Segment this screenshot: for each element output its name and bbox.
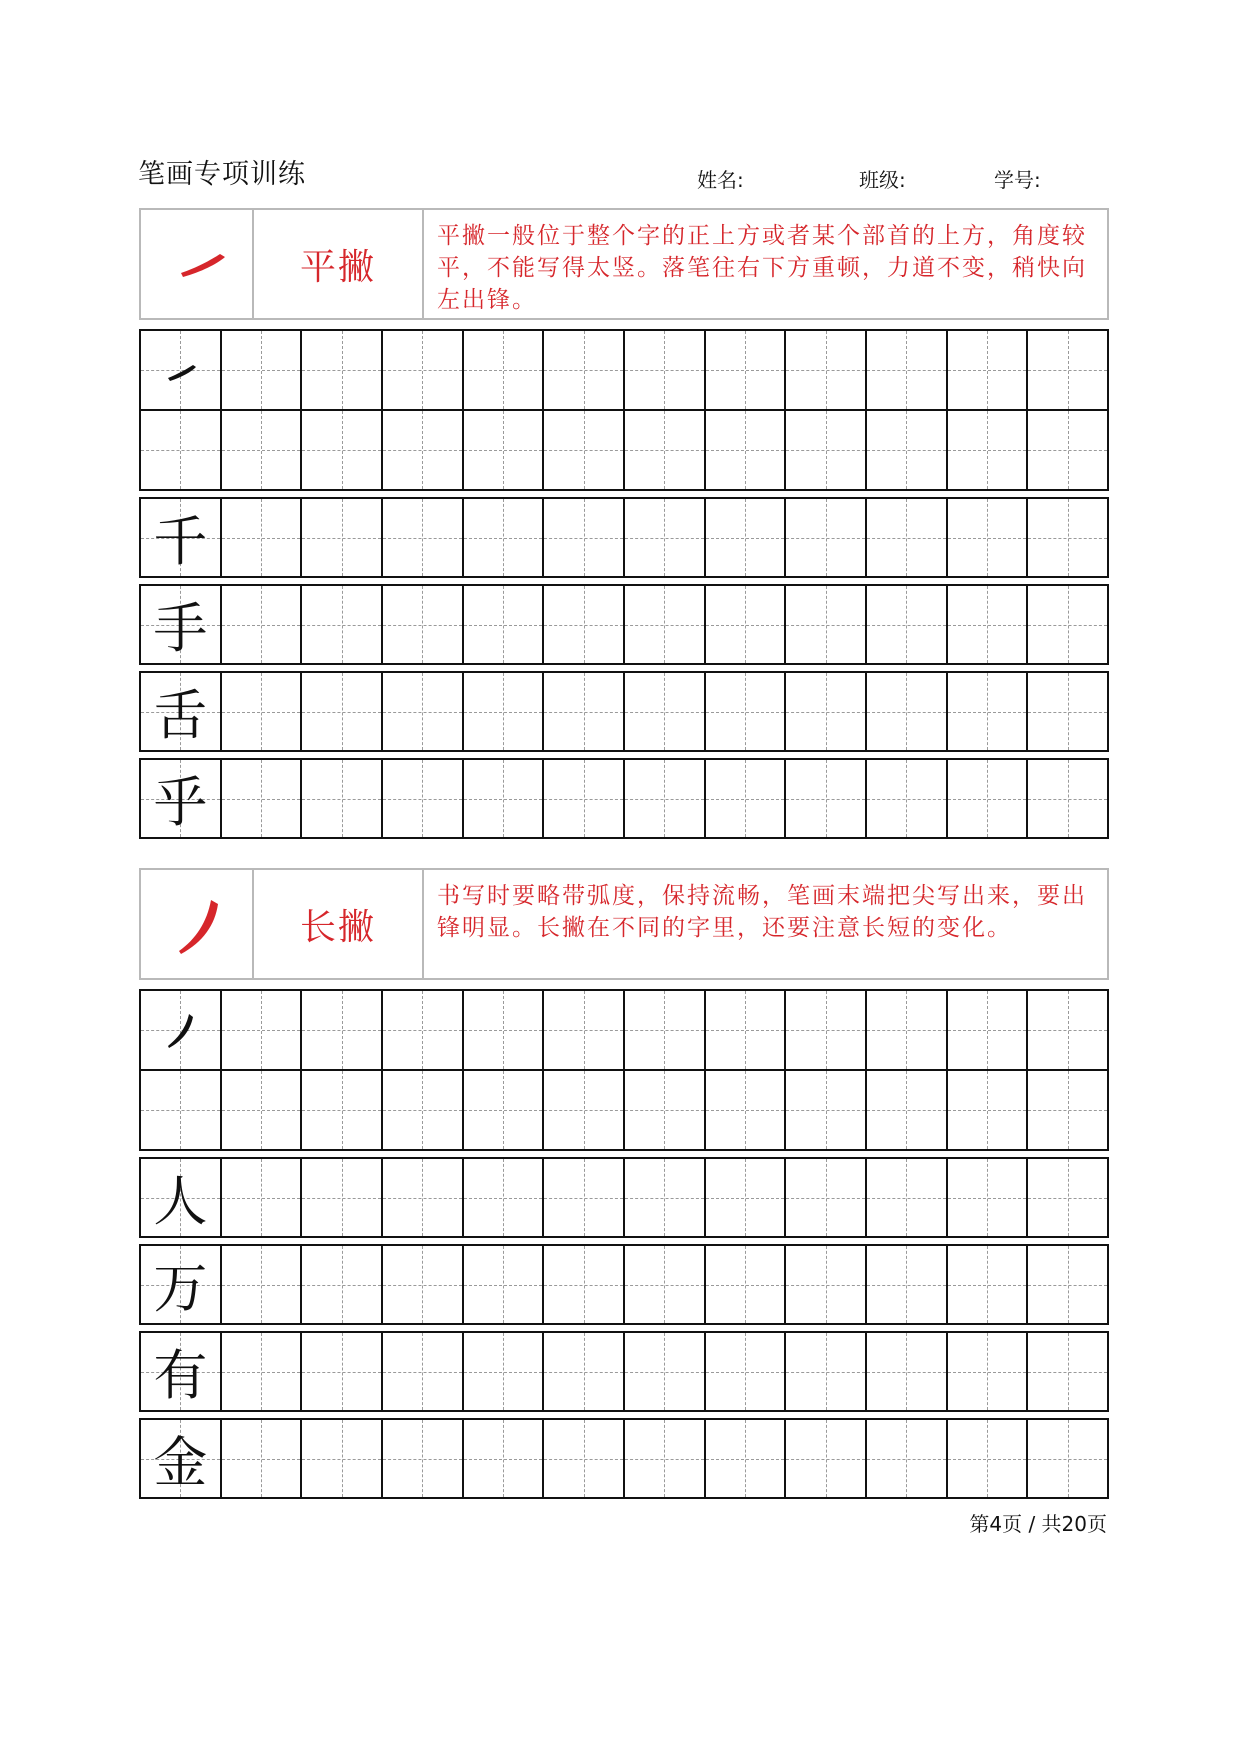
- model-character: 人: [153, 1170, 208, 1233]
- practice-cell[interactable]: [381, 331, 462, 409]
- practice-cell[interactable]: [462, 673, 543, 750]
- practice-cell[interactable]: [462, 991, 543, 1069]
- flat-pie-model-glyph: [141, 331, 220, 409]
- practice-cell[interactable]: [542, 499, 623, 576]
- practice-cell[interactable]: [784, 331, 865, 409]
- practice-cell[interactable]: [542, 411, 623, 489]
- flat-pie-stroke-icon: [141, 210, 254, 318]
- practice-row-char: [139, 1157, 1109, 1238]
- practice-cell[interactable]: [462, 760, 543, 837]
- practice-cell[interactable]: [784, 1071, 865, 1149]
- long-pie-stroke-icon: [141, 870, 254, 978]
- practice-cell[interactable]: [542, 1159, 623, 1236]
- practice-cell[interactable]: [300, 991, 381, 1069]
- practice-cell[interactable]: [381, 673, 462, 750]
- practice-cell[interactable]: [623, 760, 704, 837]
- practice-cell[interactable]: [704, 1159, 785, 1236]
- practice-cell[interactable]: [542, 1333, 623, 1410]
- practice-cell[interactable]: [1026, 991, 1107, 1069]
- practice-cell[interactable]: [784, 1333, 865, 1410]
- practice-cell[interactable]: [542, 331, 623, 409]
- practice-cell[interactable]: [300, 760, 381, 837]
- practice-block-stroke-1: [139, 329, 1109, 491]
- practice-cell[interactable]: [623, 1246, 704, 1323]
- practice-cell[interactable]: [865, 1420, 946, 1497]
- practice-cell[interactable]: [462, 586, 543, 663]
- practice-cell[interactable]: [784, 1159, 865, 1236]
- practice-cell[interactable]: [381, 586, 462, 663]
- practice-cell[interactable]: [1026, 1159, 1107, 1236]
- practice-cell[interactable]: [300, 1246, 381, 1323]
- practice-cell[interactable]: [623, 1333, 704, 1410]
- model-character: 万: [153, 1257, 208, 1320]
- practice-cell[interactable]: [542, 673, 623, 750]
- model-cell: [141, 1420, 220, 1497]
- practice-row-char: [139, 1244, 1109, 1325]
- practice-cell[interactable]: [704, 586, 785, 663]
- practice-row-char: [139, 1418, 1109, 1499]
- practice-cell[interactable]: [784, 586, 865, 663]
- practice-cell[interactable]: [865, 586, 946, 663]
- practice-cell[interactable]: [1026, 1420, 1107, 1497]
- practice-cell[interactable]: [300, 331, 381, 409]
- practice-cell[interactable]: [865, 760, 946, 837]
- practice-cell[interactable]: [381, 1333, 462, 1410]
- practice-cell[interactable]: [623, 331, 704, 409]
- practice-cell[interactable]: [220, 1333, 301, 1410]
- practice-cell[interactable]: [865, 411, 946, 489]
- page-number: 第4页 / 共20页: [969, 1512, 1107, 1536]
- practice-cell[interactable]: [542, 1071, 623, 1149]
- practice-cell[interactable]: [542, 760, 623, 837]
- model-character: 手: [153, 597, 208, 660]
- stroke-section-header-1: [139, 208, 1109, 320]
- practice-block-stroke-2: [139, 989, 1109, 1151]
- practice-cell[interactable]: [784, 411, 865, 489]
- model-cell: [141, 499, 220, 576]
- practice-cell[interactable]: [1026, 499, 1107, 576]
- practice-cell[interactable]: [946, 499, 1027, 576]
- stroke-name: 长撇: [254, 870, 424, 978]
- practice-cell[interactable]: [220, 411, 301, 489]
- model-character: 千: [153, 510, 208, 573]
- practice-cell[interactable]: [141, 1071, 220, 1149]
- practice-cell[interactable]: [300, 411, 381, 489]
- model-character: 金: [153, 1431, 208, 1494]
- practice-cell[interactable]: [300, 673, 381, 750]
- practice-cell[interactable]: [623, 1071, 704, 1149]
- model-cell: [141, 331, 220, 409]
- practice-cell[interactable]: [865, 499, 946, 576]
- practice-cell[interactable]: [865, 1246, 946, 1323]
- practice-cell[interactable]: [946, 760, 1027, 837]
- stroke-description: 平撇一般位于整个字的正上方或者某个部首的上方，角度较平，不能写得太竖。落笔往右下方重顿，力道不变，稍快向左出锋。: [437, 223, 1087, 313]
- stroke-section-header-2: [139, 868, 1109, 980]
- practice-cell[interactable]: [1026, 331, 1107, 409]
- long-pie-model-glyph: [141, 991, 220, 1069]
- practice-cell[interactable]: [623, 499, 704, 576]
- practice-row: [141, 1069, 1107, 1149]
- practice-cell[interactable]: [623, 1420, 704, 1497]
- practice-row-char: [139, 497, 1109, 578]
- practice-cell[interactable]: [784, 991, 865, 1069]
- practice-cell[interactable]: [381, 760, 462, 837]
- practice-cell[interactable]: [623, 1159, 704, 1236]
- practice-cell[interactable]: [623, 991, 704, 1069]
- practice-row-char: [139, 758, 1109, 839]
- practice-cell[interactable]: [865, 1071, 946, 1149]
- stroke-description: 书写时要略带弧度，保持流畅，笔画末端把尖写出来，要出锋明显。长撇在不同的字里，还要注意长短的变化。: [437, 883, 1087, 941]
- practice-cell[interactable]: [865, 673, 946, 750]
- practice-cell[interactable]: [784, 1420, 865, 1497]
- practice-cell[interactable]: [381, 411, 462, 489]
- model-cell: [141, 673, 220, 750]
- practice-cell[interactable]: [1026, 1071, 1107, 1149]
- practice-cell[interactable]: [381, 991, 462, 1069]
- practice-cell[interactable]: [542, 1420, 623, 1497]
- practice-row-char: [139, 584, 1109, 665]
- practice-cell[interactable]: [220, 760, 301, 837]
- practice-cell[interactable]: [542, 586, 623, 663]
- practice-cell[interactable]: [462, 1420, 543, 1497]
- practice-cell[interactable]: [220, 1159, 301, 1236]
- model-character: 舌: [153, 684, 208, 747]
- practice-cell[interactable]: [704, 673, 785, 750]
- practice-cell[interactable]: [462, 1159, 543, 1236]
- practice-cell[interactable]: [946, 586, 1027, 663]
- practice-cell[interactable]: [220, 1420, 301, 1497]
- practice-cell[interactable]: [1026, 673, 1107, 750]
- practice-cell[interactable]: [381, 1246, 462, 1323]
- practice-cell[interactable]: [784, 673, 865, 750]
- practice-cell[interactable]: [623, 411, 704, 489]
- practice-cell[interactable]: [381, 499, 462, 576]
- practice-cell[interactable]: [704, 1333, 785, 1410]
- practice-cell[interactable]: [462, 1246, 543, 1323]
- name-field-label: 姓名:: [697, 168, 744, 192]
- practice-cell[interactable]: [865, 991, 946, 1069]
- practice-cell[interactable]: [704, 331, 785, 409]
- practice-cell[interactable]: [704, 991, 785, 1069]
- practice-cell[interactable]: [542, 1246, 623, 1323]
- practice-cell[interactable]: [946, 1420, 1027, 1497]
- practice-cell[interactable]: [462, 1071, 543, 1149]
- practice-cell[interactable]: [946, 1333, 1027, 1410]
- practice-cell[interactable]: [946, 991, 1027, 1069]
- model-cell: [141, 1246, 220, 1323]
- practice-cell[interactable]: [300, 1420, 381, 1497]
- practice-cell[interactable]: [623, 586, 704, 663]
- practice-cell[interactable]: [1026, 411, 1107, 489]
- practice-cell[interactable]: [462, 411, 543, 489]
- practice-row: [141, 409, 1107, 489]
- practice-cell[interactable]: [300, 1159, 381, 1236]
- practice-cell[interactable]: [1026, 760, 1107, 837]
- practice-cell[interactable]: [300, 586, 381, 663]
- practice-cell[interactable]: [946, 411, 1027, 489]
- model-cell: [141, 760, 220, 837]
- model-character: 乎: [153, 771, 208, 834]
- practice-cell[interactable]: [946, 1246, 1027, 1323]
- practice-cell[interactable]: [865, 331, 946, 409]
- practice-cell[interactable]: [704, 760, 785, 837]
- practice-cell[interactable]: [865, 1159, 946, 1236]
- practice-row-char: [139, 671, 1109, 752]
- practice-cell[interactable]: [704, 411, 785, 489]
- practice-cell[interactable]: [220, 673, 301, 750]
- practice-cell[interactable]: [220, 331, 301, 409]
- practice-cell[interactable]: [220, 499, 301, 576]
- practice-cell[interactable]: [220, 1071, 301, 1149]
- page-title: 笔画专项训练: [138, 159, 306, 190]
- practice-cell[interactable]: [704, 1420, 785, 1497]
- stroke-name: 平撇: [254, 210, 424, 318]
- class-field-label: 班级:: [859, 168, 906, 192]
- practice-cell[interactable]: [381, 1420, 462, 1497]
- practice-cell[interactable]: [300, 1333, 381, 1410]
- practice-cell[interactable]: [784, 1246, 865, 1323]
- model-cell: [141, 1159, 220, 1236]
- student-id-field-label: 学号:: [994, 168, 1041, 192]
- practice-cell[interactable]: [1026, 1333, 1107, 1410]
- practice-row: [141, 331, 1107, 409]
- practice-cell[interactable]: [141, 411, 220, 489]
- practice-cell[interactable]: [462, 499, 543, 576]
- practice-cell[interactable]: [300, 1071, 381, 1149]
- practice-row: [141, 991, 1107, 1069]
- practice-cell[interactable]: [220, 1246, 301, 1323]
- practice-cell[interactable]: [542, 991, 623, 1069]
- practice-cell[interactable]: [865, 1333, 946, 1410]
- practice-cell[interactable]: [462, 1333, 543, 1410]
- practice-cell[interactable]: [381, 1159, 462, 1236]
- practice-cell[interactable]: [784, 760, 865, 837]
- model-cell: [141, 1333, 220, 1410]
- practice-cell[interactable]: [1026, 1246, 1107, 1323]
- practice-cell[interactable]: [704, 1071, 785, 1149]
- model-cell: [141, 991, 220, 1069]
- practice-cell[interactable]: [704, 1246, 785, 1323]
- model-character: 有: [153, 1344, 208, 1407]
- practice-cell[interactable]: [946, 673, 1027, 750]
- practice-row-char: [139, 1331, 1109, 1412]
- practice-cell[interactable]: [946, 1071, 1027, 1149]
- practice-cell[interactable]: [946, 331, 1027, 409]
- practice-cell[interactable]: [784, 499, 865, 576]
- practice-cell[interactable]: [704, 499, 785, 576]
- practice-cell[interactable]: [300, 499, 381, 576]
- model-cell: [141, 586, 220, 663]
- practice-cell[interactable]: [381, 1071, 462, 1149]
- practice-cell[interactable]: [462, 331, 543, 409]
- practice-cell[interactable]: [1026, 586, 1107, 663]
- practice-cell[interactable]: [946, 1159, 1027, 1236]
- practice-cell[interactable]: [220, 991, 301, 1069]
- practice-cell[interactable]: [623, 673, 704, 750]
- practice-cell[interactable]: [220, 586, 301, 663]
